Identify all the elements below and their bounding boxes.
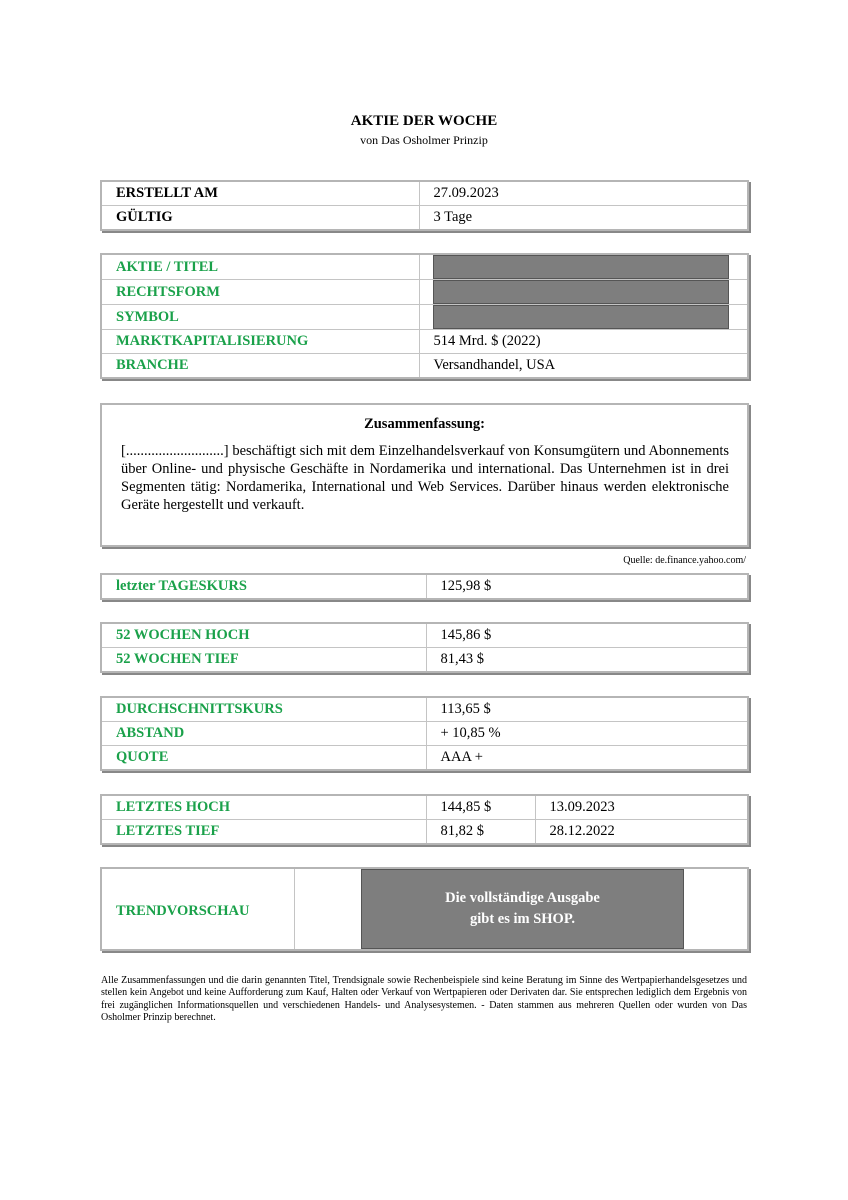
last-high-date: 13.09.2023 [535,795,748,820]
table-row [101,181,748,206]
source-note: Quelle: de.finance.yahoo.com/ [623,555,746,566]
disclaimer-text: Alle Zusammenfassungen und die darin genannten Titel, Trendsignale sowie Rechenbeispiele sind keine Beratung im Sinne des Wertpapierhandelsgesetzes und stellen kein Angebot und keine Aufforderung zum Kauf, Halten oder Verkauf von Wertpapieren oder Derivaten dar. Sie entsprechen lediglich dem Ergebnis von frei zugänglichen Informationsquellen und verschiedenen Handels- und Analysesystemen. - Daten stammen aus mehreren Quellen oder wurden von Das Osholmer Prinzip berechnet. [101,975,747,1024]
table-row [101,206,748,231]
created-value: 27.09.2023 [419,181,748,206]
stats-table [100,696,749,771]
avg-price-label: DURCHSCHNITTSKURS [101,697,426,722]
range-52-table [100,622,749,673]
table-row [101,795,748,820]
distance-label: ABSTAND [101,722,426,746]
legal-form-label: RECHTSFORM [101,280,419,305]
table-row [101,280,748,305]
table-row [101,305,748,330]
table-row [101,722,748,746]
page-title: AKTIE DER WOCHE [350,113,498,129]
last-price-label-main: TAGESKURS [158,578,247,594]
low-52-label: 52 WOCHEN TIEF [101,648,426,673]
last-high-value: 144,85 $ [426,795,535,820]
market-cap-value: 514 Mrd. $ (2022) [419,330,748,354]
trend-divider [294,869,295,949]
shop-teaser-line2: gibt es im SHOP. [469,911,575,927]
last-low-date: 28.12.2022 [535,820,748,845]
table-row [101,697,748,722]
redacted-title-block [433,255,729,279]
high-52-value: 145,86 $ [426,623,748,648]
last-price-label-prefix: letzter [116,578,159,594]
sector-label: BRANCHE [101,354,419,379]
table-row [101,648,748,673]
trend-box [100,867,749,951]
last-low-label: LETZTES TIEF [101,820,426,845]
extremes-table [100,794,749,845]
symbol-label: SYMBOL [101,305,419,330]
table-row [101,623,748,648]
valid-value: 3 Tage [419,206,748,231]
table-row [101,330,748,354]
low-52-value: 81,43 $ [426,648,748,673]
rating-value: AAA + [426,746,748,771]
last-low-value: 81,82 $ [426,820,535,845]
created-label: ERSTELLT AM [101,181,419,206]
last-price-value: 125,98 $ [426,574,748,599]
meta-table [100,180,749,231]
summary-heading: Zusammenfassung: [364,416,485,432]
avg-price-value: 113,65 $ [426,697,748,722]
table-row [101,354,748,379]
rating-label: QUOTE [101,746,426,771]
title-label: AKTIE / TITEL [101,254,419,280]
last-price-label [101,574,426,599]
redacted-symbol-block [433,305,729,329]
summary-box [100,403,749,547]
company-table [100,253,749,379]
distance-value: + 10,85 % [426,722,748,746]
table-row [101,746,748,771]
page-subtitle: von Das Osholmer Prinzip [360,133,488,147]
sector-value: Versandhandel, USA [419,354,748,379]
redacted-legal-form-block [433,280,729,304]
market-cap-label: MARKTKAPITALISIERUNG [101,330,419,354]
table-row [101,820,748,845]
trend-label: TRENDVORSCHAU [116,903,250,919]
shop-teaser-block [361,869,684,949]
summary-text: [...........................] beschäftigt sich mit dem Einzelhandelsverkauf von Konsumgütern und Abonnements über Online- und physische Geschäfte in Nordamerika und international. Das Unternehmen ist in drei Segmenten tätig: Nordamerika, International und Web Services. Darüber hinaus werden elektronische Geräte hergestellt und verkauft. [121,443,729,513]
table-row [101,254,748,280]
high-52-label: 52 WOCHEN HOCH [101,623,426,648]
shop-teaser-line1: Die vollständige Ausgabe [445,890,600,906]
last-price-table [100,573,749,600]
last-high-label: LETZTES HOCH [101,795,426,820]
table-row [101,574,748,599]
valid-label: GÜLTIG [101,206,419,231]
